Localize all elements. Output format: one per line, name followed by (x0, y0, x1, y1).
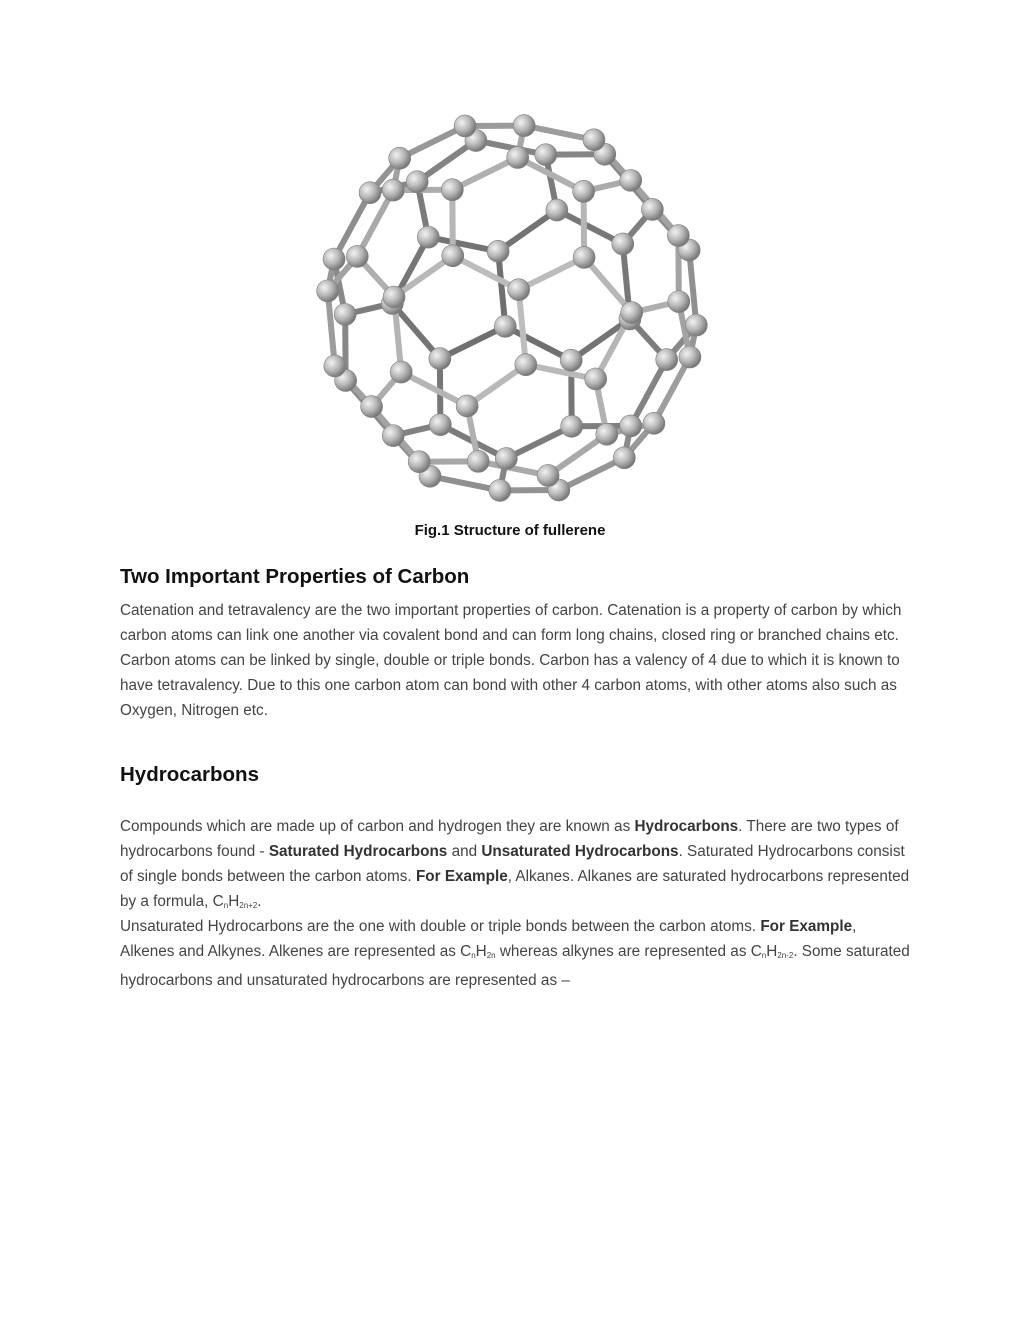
properties-paragraph: Catenation and tetravalency are the two important properties of carbon. Catenation is a property of carbon by which carbon atoms can link one another via covalent bond and can form long chains, closed ring or branched chains etc. Carbon atoms can be linked by single, double or triple bonds. Carbon has a valency of 4 due to which it is known to have tetravalency. Due to this one carbon atom can bond with other 4 carbon atoms, with other atoms also such as Oxygen, Nitrogen etc. (120, 602, 902, 719)
carbon-atom (507, 146, 529, 168)
carbon-atom (494, 315, 516, 337)
alkene-formula: $C_nH_{2n}$ (460, 943, 496, 960)
carbon-atom (537, 464, 559, 486)
carbon-bond (498, 251, 505, 326)
carbon-atom (513, 115, 535, 137)
figure-caption: Fig.1 Structure of fullerene (414, 522, 606, 539)
alkyne-formula: $C_nH_{2n-2}$ (750, 943, 794, 960)
section-heading-hydrocarbons: Hydrocarbons (120, 763, 259, 786)
carbon-atom (561, 415, 583, 437)
alkane-formula: $C_nH_{2n+2}$ (212, 893, 258, 910)
carbon-atom (417, 226, 439, 248)
carbon-atom (324, 355, 346, 377)
carbon-atom (429, 348, 451, 370)
carbon-atom (585, 368, 607, 390)
carbon-atom (535, 144, 557, 166)
carbon-atom (679, 346, 701, 368)
carbon-atom (334, 303, 356, 325)
carbon-atom (573, 180, 595, 202)
section-heading-properties: Two Important Properties of Carbon (120, 565, 470, 588)
carbon-atom (383, 286, 405, 308)
carbon-atom (382, 425, 404, 447)
carbon-atom (390, 361, 412, 383)
carbon-atom (643, 412, 665, 434)
carbon-atom (456, 395, 478, 417)
carbon-atom (359, 182, 381, 204)
carbon-atom (641, 198, 663, 220)
carbon-atom (489, 479, 511, 501)
carbon-atom (613, 447, 635, 469)
carbon-atom (389, 147, 411, 169)
carbon-atom (620, 169, 642, 191)
carbon-atom (467, 450, 489, 472)
carbon-atom (656, 349, 678, 371)
carbon-atom (382, 179, 404, 201)
carbon-atom (346, 245, 368, 267)
carbon-atom (454, 115, 476, 137)
carbon-bond (328, 291, 335, 366)
carbon-atom (620, 415, 642, 437)
carbon-atom (596, 423, 618, 445)
carbon-bond (519, 290, 526, 365)
carbon-atom (668, 291, 690, 313)
carbon-atom (408, 451, 430, 473)
carbon-atom (441, 179, 463, 201)
carbon-atom (317, 280, 339, 302)
hydrocarbons-paragraph-2: Unsaturated Hydrocarbons are the one with double or triple bonds between the carbon atoms. For Example, Alkenes and Alkynes. Alkenes are represented as $C_nH_{2n}$ whereas alkynes are represented as $C_nH_{2n-2}$. Some saturated hydrocarbons and unsaturated hydrocarbons are represented as – (120, 918, 910, 989)
carbon-atom (546, 199, 568, 221)
carbon-atom (406, 171, 428, 193)
carbon-atom (560, 349, 582, 371)
carbon-atom (573, 246, 595, 268)
carbon-atom (487, 240, 509, 262)
carbon-atom (515, 354, 537, 376)
hydrocarbons-paragraph-1: Compounds which are made up of carbon and hydrogen they are known as Hydrocarbons. There are two types of hydrocarbons found - Saturated Hydrocarbons and Unsaturated Hydrocarbons. Saturated Hydrocarbons consist of single bonds between the carbon atoms. For Example, Alkanes. Alkanes are saturated hydrocarbons represented by a formula, $C_nH_{2n+2}$. (120, 818, 910, 910)
fullerene-figure (310, 112, 715, 512)
carbon-atom (685, 314, 707, 336)
carbon-atom (495, 448, 517, 470)
carbon-atom (667, 225, 689, 247)
carbon-bond (689, 250, 696, 325)
carbon-atom (442, 245, 464, 267)
carbon-atom (429, 414, 451, 436)
carbon-atom (583, 129, 605, 151)
fullerene-molecule-image (310, 112, 715, 512)
carbon-atom (612, 233, 634, 255)
carbon-atom (508, 279, 530, 301)
carbon-atom (621, 302, 643, 324)
carbon-atom (323, 248, 345, 270)
carbon-atom (361, 396, 383, 418)
